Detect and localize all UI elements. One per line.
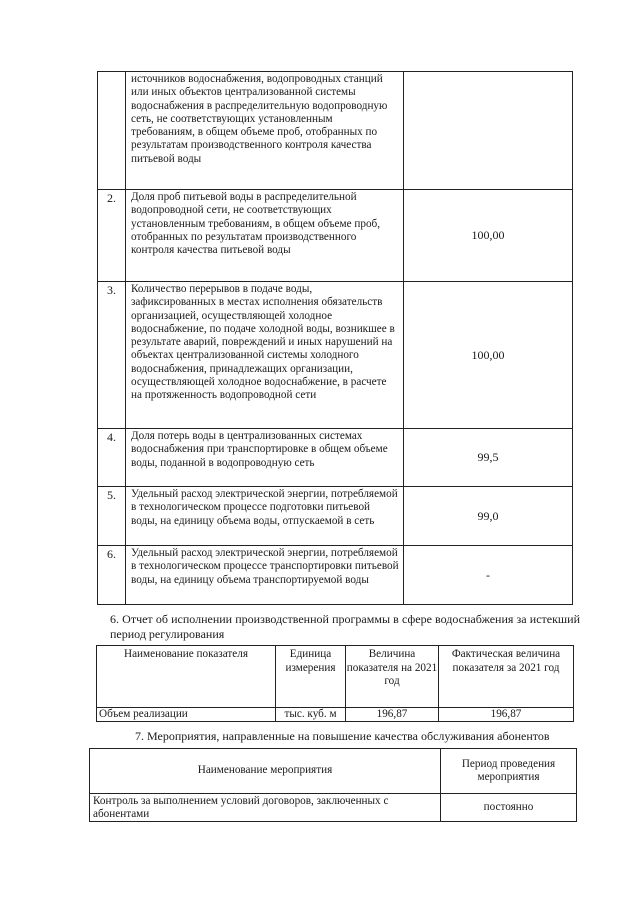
table-cell: Контроль за выполнением условий договоров, заключенных с абонентами — [90, 794, 441, 822]
section-7-heading-text: 7. Мероприятия, направленные на повышение качества обслуживания абонентов — [135, 729, 550, 743]
column-header: Наименование показателя — [97, 646, 276, 708]
column-header: Единица измерения — [276, 646, 346, 708]
table-cell: 196,87 — [439, 708, 574, 722]
row-number — [98, 72, 126, 190]
indicator-name: Удельный расход электрической энергии, потребляемой в технологическом процессе транспортировки питьевой воды, на единицу объема транспортируемой воды — [126, 546, 404, 605]
table-row — [98, 429, 573, 487]
table-row — [98, 487, 573, 546]
column-header: Фактическая величина показателя за 2021 год — [439, 646, 574, 708]
indicator-name: Удельный расход электрической энергии, потребляемой в технологическом процессе подготовки питьевой воды, на единицу объема воды, отпускаемой в сеть — [126, 487, 404, 546]
table-row — [98, 546, 573, 605]
row-number: 2. — [98, 190, 126, 282]
table-cell: тыс. куб. м — [276, 708, 346, 722]
row-number: 5. — [98, 487, 126, 546]
table-row — [98, 190, 573, 282]
table-cell: 196,87 — [346, 708, 439, 722]
production-program-table — [96, 645, 574, 722]
table-row — [97, 708, 574, 722]
table-row — [90, 794, 577, 822]
service-measures-table — [89, 748, 577, 822]
row-number: 3. — [98, 282, 126, 429]
indicator-name: источников водоснабжения, водопроводных станций или иных объектов централизованной системы водоснабжения в распределительную водопроводную сеть, не соответствующих установленным требованиям, в общем объеме проб, отобранных по результатам производственного контроля качества питьевой воды — [126, 72, 404, 190]
row-number: 4. — [98, 429, 126, 487]
table-row — [98, 72, 573, 190]
table-cell: Объем реализации — [97, 708, 276, 722]
table-header-row — [90, 749, 577, 794]
row-number: 6. — [98, 546, 126, 605]
column-header: Период проведения мероприятия — [441, 749, 577, 794]
indicator-value: 100,00 — [404, 190, 573, 282]
section-6-heading — [110, 612, 580, 642]
indicator-name: Доля потерь воды в централизованных системах водоснабжения при транспортировке в общем объеме воды, поданной в водопроводную сеть — [126, 429, 404, 487]
column-header: Наименование мероприятия — [90, 749, 441, 794]
table-cell: постоянно — [441, 794, 577, 822]
section-7-heading — [135, 729, 585, 744]
indicators-table — [97, 71, 573, 605]
indicator-value: 99,5 — [404, 429, 573, 487]
section-6-heading-text: 6. Отчет об исполнении производственной программы в сфере водоснабжения за истекший период регулирования — [110, 612, 580, 641]
indicator-value — [404, 72, 573, 190]
indicator-value: 100,00 — [404, 282, 573, 429]
indicator-name: Количество перерывов в подаче воды, зафиксированных в местах исполнения обязательств организацией, осуществляющей холодное водоснабжение, по подаче холодной воды, возникшее в результате аварий, повреждений и иных нарушений на объектах централизованной системы холодного водоснабжения, принадлежащих организации, осуществляющей холодное водоснабжение, в расчете на протяженность водопроводной сети — [126, 282, 404, 429]
indicator-value: 99,0 — [404, 487, 573, 546]
indicator-value: - — [404, 546, 573, 605]
column-header: Величина показателя на 2021 год — [346, 646, 439, 708]
table-header-row — [97, 646, 574, 708]
indicator-name: Доля проб питьевой воды в распределительной водопроводной сети, не соответствующих установленным требованиям, в общем объеме проб, отобранных по результатам производственного контроля качества питьевой воды — [126, 190, 404, 282]
table-row — [98, 282, 573, 429]
